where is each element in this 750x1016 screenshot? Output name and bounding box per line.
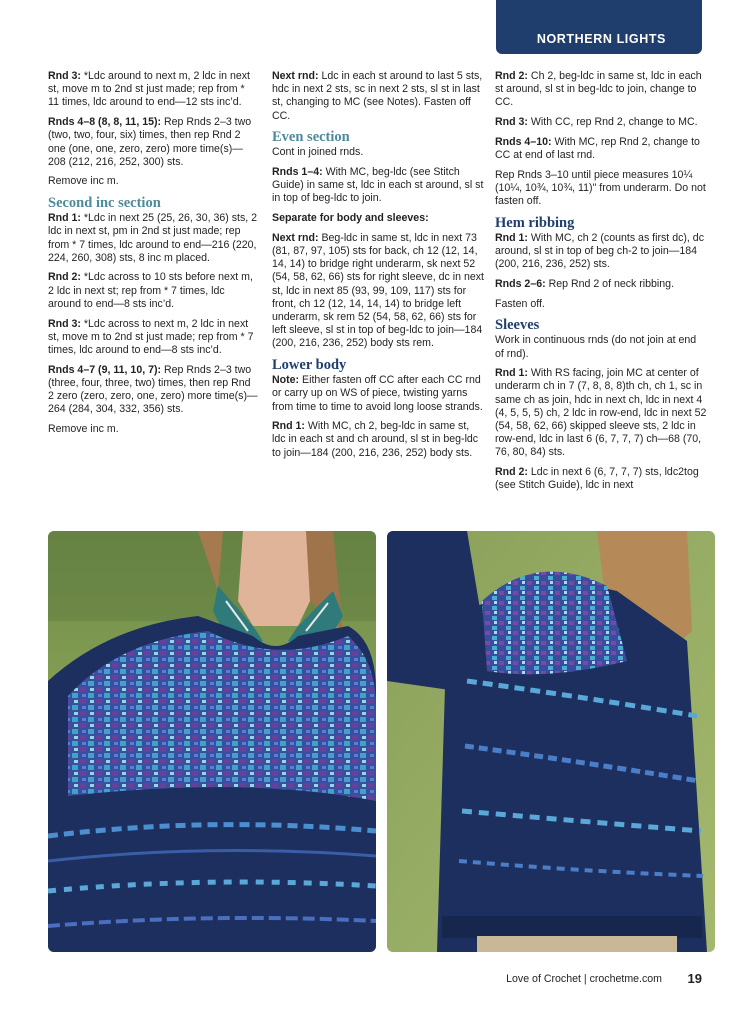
paragraph: Rnd 3: With CC, rep Rnd 2, change to MC. (495, 116, 698, 129)
paragraph: Rnds 2–6: Rep Rnd 2 of neck ribbing. (495, 277, 675, 290)
paragraph: Work in continuous rnds (do not join at end of rnd). (495, 334, 697, 360)
paragraph: Rnd 2: *Ldc across to 10 sts before next m, 2 ldc in next st; rep from * 7 times, ldc around to end—8 sts inc’d. (48, 271, 253, 310)
paragraph: Remove inc m. (48, 175, 119, 188)
section-heading: Even section (272, 129, 350, 146)
paragraph: Rnds 4–7 (9, 11, 10, 7): Rep Rnds 2–3 two (three, four, three, two) times, then rep Rnd 2 zero (zero, zero, one, zero) more time(s)—264 (284, 304, 332, 356) sts. (48, 363, 258, 416)
text-column-3 (495, 70, 707, 499)
section-heading: Hem ribbing (495, 214, 575, 231)
paragraph: Note: Either fasten off CC after each CC rnd or carry up on WS of piece, twisting yarns from time to time to avoid long loose strands. (272, 374, 483, 413)
paragraph: Fasten off. (495, 297, 545, 310)
paragraph: Rnd 1: With MC, ch 2 (counts as first dc), dc around, sl st in top of beg ch-2 to join—184 (200, 216, 236, 252) sts. (495, 231, 704, 271)
paragraph: Rnds 4–10: With MC, rep Rnd 2, change to CC at end of last rnd. (495, 135, 700, 162)
paragraph: Cont in joined rnds. (272, 146, 364, 159)
paragraph: Separate for body and sleeves: (272, 212, 429, 225)
paragraph: Rnd 2: Ldc in next 6 (6, 7, 7, 7) sts, ldc2tog (see Stitch Guide), ldc in next (495, 466, 699, 492)
paragraph: Next rnd: Ldc in each st around to last 5 sts, hdc in next 2 sts, sc in next 2 sts, sl st in last st, changing to MC (see Notes). Fasten off CC. (272, 70, 483, 122)
paragraph: Rnd 1: *Ldc in next 25 (25, 26, 30, 36) sts, 2 ldc in next st, pm in 2nd st just made; rep from * 7 times, ldc around to end—216 (220, 224, 260, 308) sts, 8 inc m placed. (48, 212, 258, 264)
footer-credit: Love of Crochet | crochetme.com (506, 973, 662, 985)
paragraph: Rnd 3: *Ldc around to next m, 2 ldc in next st, move m to 2nd st just made; rep from * 11 times, ldc around to end—12 sts inc’d. (48, 70, 250, 109)
section-heading: Lower body (272, 357, 347, 374)
paragraph: Rep Rnds 3–10 until piece measures 10¼ (10¼, 10¾, 10¾, 11)" from underarm. Do not fasten off. (495, 168, 706, 208)
text-column-1 (48, 70, 258, 443)
paragraph: Rnd 3: *Ldc across to next m, 2 ldc in next st, move m to 2nd st just made; rep from * 7 times, ldc around to end—8 sts inc’d. (48, 317, 254, 356)
section-heading: Second inc section (48, 195, 161, 212)
paragraph: Rnds 1–4: With MC, beg-ldc (see Stitch Guide) in same st, ldc in each st around, sl st in top of beg-ldc to join. (272, 166, 484, 205)
paragraph: Next rnd: Beg-ldc in same st, ldc in next 73 (81, 87, 97, 105) sts for back, ch 12 (12, 14, 14, 14) to bridge right underarm, sk next 52 (54, 58, 62, 66) sts for right sleeve, dc in next st, ldc in next 85 (93, 99, 109, 117) sts for front, ch 12 (12, 14, 14, 14) to bridge left underarm, sk rem 52 (54, 58, 62, 66) sts for left sleeve, sl st in top of beg-ldc to join—184 (200, 216, 236, 252) body sts rem. (272, 231, 484, 350)
page-number: 19 (687, 971, 702, 986)
paragraph: Remove inc m. (48, 422, 119, 435)
section-tab-label: NORTHERN LIGHTS (536, 32, 666, 46)
page-footer (0, 971, 750, 987)
paragraph: Rnd 1: With RS facing, join MC at center of underarm ch in 7 (7, 8, 8, 8)th ch, ch 1, sc in same ch as join, hdc in next ch, ldc in next 4 (4, 5, 5, 5) ch, 2 ldc in row-end, ldc in next 52 (54, 58, 62, 66) skipped sleeve sts, 2 ldc in row-end, ldc in last 6 (6, 7, 7, 7) ch—68 (70, 76, 80, 84) sts. (495, 367, 707, 459)
sweater-back-photo (387, 531, 715, 952)
text-column-2 (272, 70, 484, 466)
sweater-front-photo (48, 531, 376, 952)
paragraph: Rnds 4–8 (8, 8, 11, 15): Rep Rnds 2–3 two (two, two, four, six) times, then rep Rnd 2 one (one, one, zero, zero) more time(s)—208 (212, 216, 252, 300) sts. (48, 116, 252, 168)
section-heading: Sleeves (495, 317, 540, 334)
section-tab (496, 0, 702, 54)
paragraph: Rnd 2: Ch 2, beg-ldc in same st, ldc in each st around, sl st in beg-ldc to join, change to CC. (495, 70, 702, 109)
paragraph: Rnd 1: With MC, ch 2, beg-ldc in same st, ldc in each st and ch around, sl st in beg-ldc to join—184 (200, 216, 236, 252) body sts. (272, 420, 479, 459)
